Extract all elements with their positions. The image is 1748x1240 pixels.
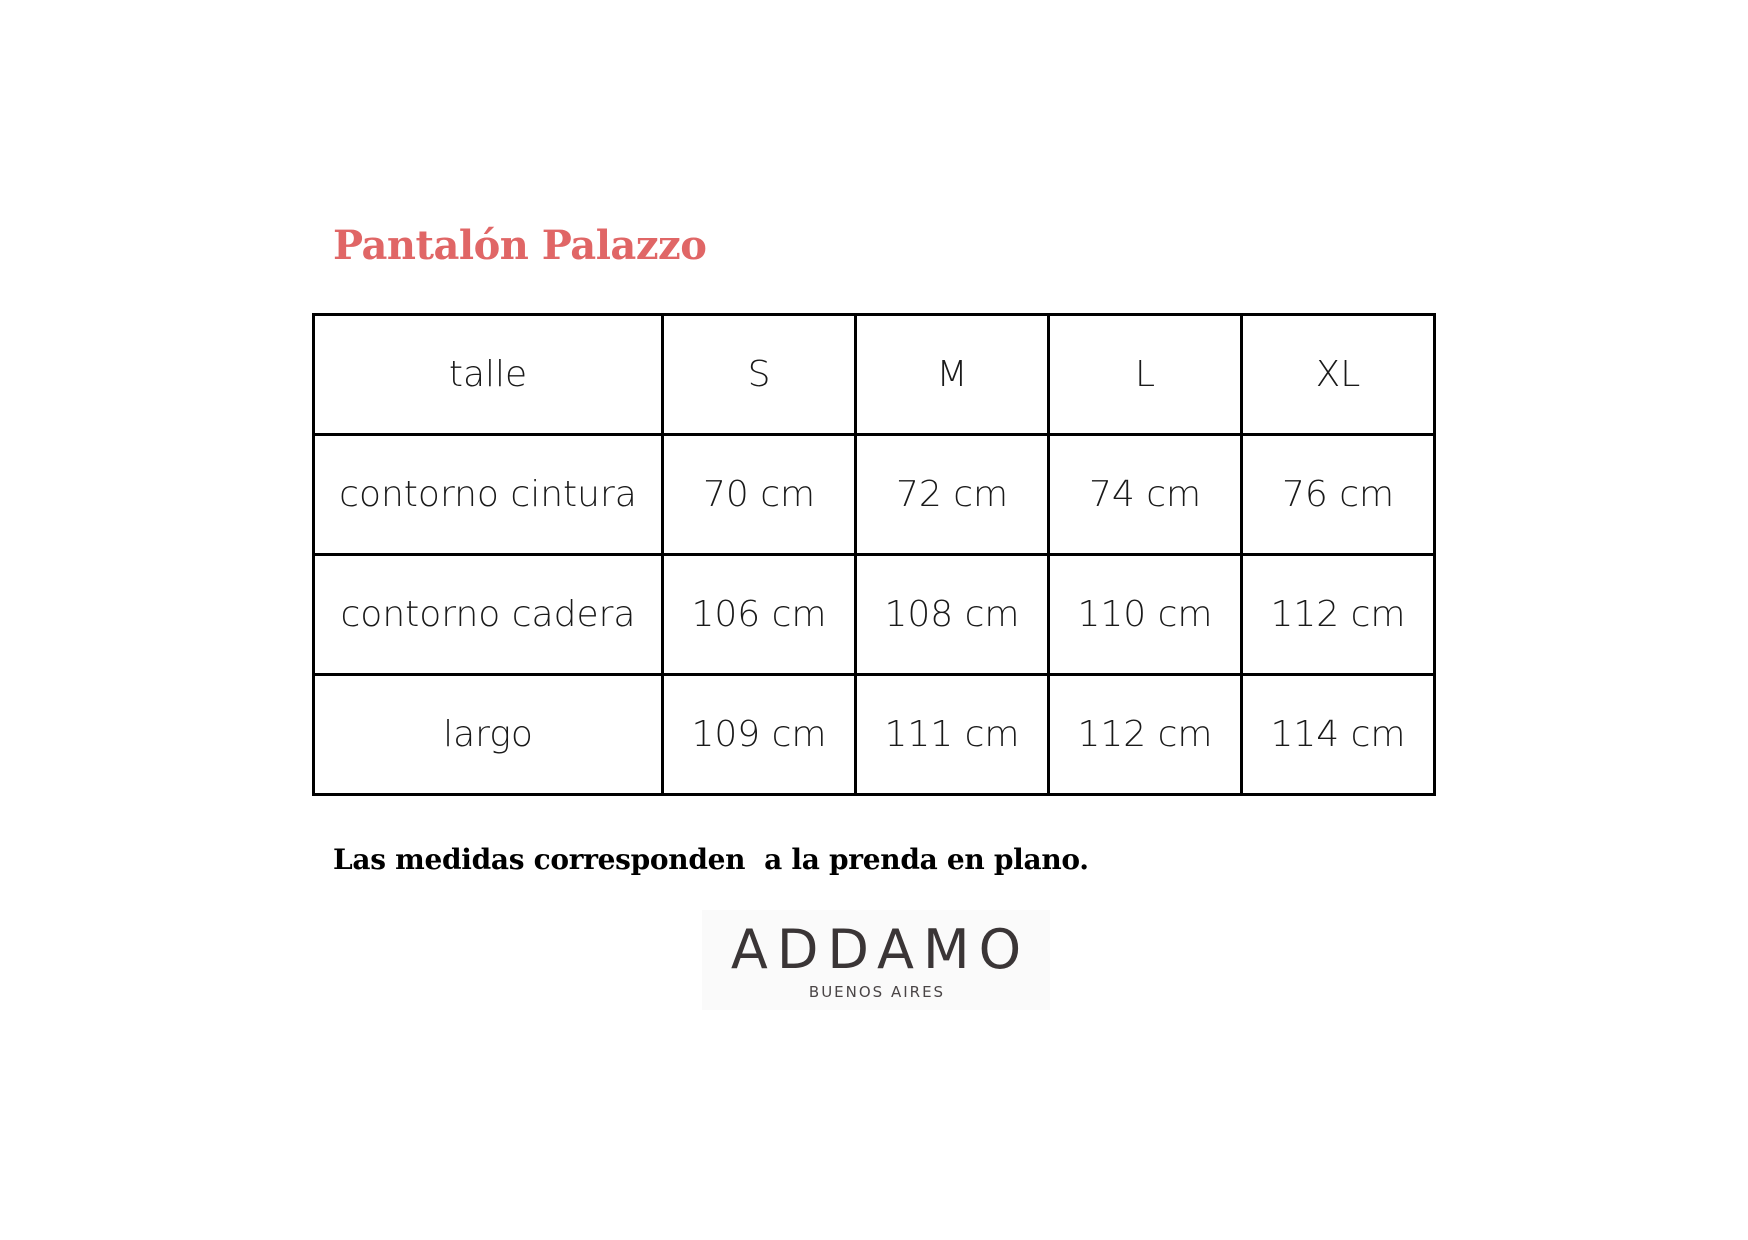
table-cell: 110 cm bbox=[1049, 555, 1242, 675]
header-cell-l: L bbox=[1049, 315, 1242, 435]
size-chart-table bbox=[312, 313, 1436, 796]
row-label: largo bbox=[314, 675, 663, 795]
brand-logo bbox=[702, 910, 1050, 1010]
logo-wordmark: ADDAMO bbox=[730, 918, 1031, 981]
table-cell: 108 cm bbox=[856, 555, 1049, 675]
header-cell-m: M bbox=[856, 315, 1049, 435]
table-cell: 114 cm bbox=[1242, 675, 1435, 795]
table-row bbox=[314, 555, 1435, 675]
row-label: contorno cadera bbox=[314, 555, 663, 675]
measurement-note: Las medidas corresponden a la prenda en plano. bbox=[333, 843, 1089, 876]
logo-subtitle: BUENOS AIRES bbox=[808, 983, 946, 1001]
table-cell: 70 cm bbox=[663, 435, 856, 555]
table-header-row bbox=[314, 315, 1435, 435]
table-row bbox=[314, 675, 1435, 795]
header-cell-s: S bbox=[663, 315, 856, 435]
table-cell: 111 cm bbox=[856, 675, 1049, 795]
header-cell-xl: XL bbox=[1242, 315, 1435, 435]
table-cell: 112 cm bbox=[1049, 675, 1242, 795]
table-cell: 74 cm bbox=[1049, 435, 1242, 555]
table-cell: 72 cm bbox=[856, 435, 1049, 555]
table-cell: 112 cm bbox=[1242, 555, 1435, 675]
table-cell: 106 cm bbox=[663, 555, 856, 675]
page-title: Pantalón Palazzo bbox=[333, 222, 707, 269]
table-cell: 76 cm bbox=[1242, 435, 1435, 555]
table-cell: 109 cm bbox=[663, 675, 856, 795]
table-row bbox=[314, 435, 1435, 555]
header-cell-talle: talle bbox=[314, 315, 663, 435]
row-label: contorno cintura bbox=[314, 435, 663, 555]
